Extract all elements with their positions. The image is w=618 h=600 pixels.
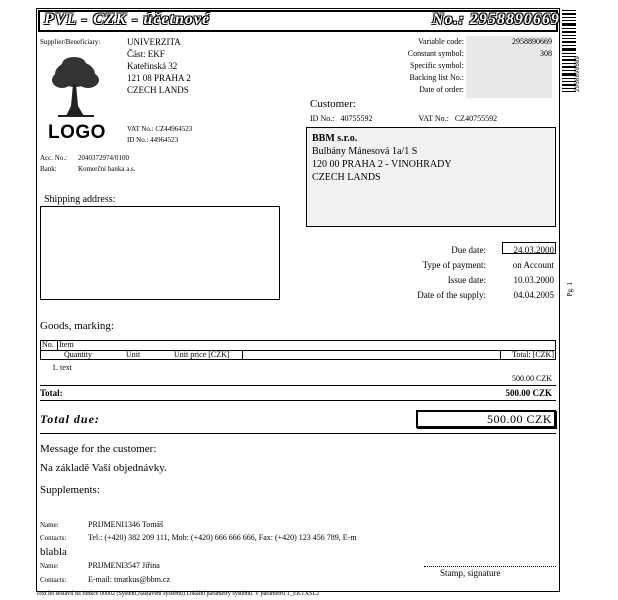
customer-line: 120 00 PRAHA 2 - VINOHRADY xyxy=(312,159,452,170)
info-label: Backing list No.: xyxy=(409,73,464,82)
supplier-label: Supplier/Beneficiary: xyxy=(40,38,101,46)
contact-name: PRIJMENI1346 Tomáš xyxy=(88,520,164,529)
message-text: Na základě Vaší objednávky. xyxy=(40,462,167,474)
total-due-value: 500.00 CZK xyxy=(487,412,552,426)
total-label: Total: xyxy=(40,388,63,398)
divider xyxy=(40,385,556,386)
date-label: Due date: xyxy=(451,245,486,255)
total-value: 500.00 CZK xyxy=(505,388,552,398)
customer-vat-value: CZ40755592 xyxy=(454,114,498,123)
goods-row-label: 1. text xyxy=(52,363,72,372)
table-divider xyxy=(57,340,58,350)
barcode-number: 2958890669 xyxy=(574,55,581,92)
stamp-signature-label: Stamp, signature xyxy=(440,568,501,578)
info-label: Variable code: xyxy=(418,37,464,46)
acc-label: Acc. No.: xyxy=(40,154,68,162)
goods-title: Goods, marking: xyxy=(40,320,114,332)
info-value: 308 xyxy=(540,49,552,58)
column-header-no: No. xyxy=(42,340,54,349)
contact-name-label: Name: xyxy=(40,562,59,570)
column-header-total: Total: [CZK] xyxy=(512,350,554,359)
date-label: Date of the supply: xyxy=(417,290,486,300)
supplier-tax-ids xyxy=(127,124,192,146)
date-label: Issue date: xyxy=(447,275,486,285)
customer-line: BBM s.r.o. xyxy=(312,133,358,144)
divider xyxy=(40,400,556,401)
total-due-label: Total due: xyxy=(40,412,100,426)
bank-label: Bank: xyxy=(40,165,57,173)
date-value: 04.04.2005 xyxy=(513,290,554,300)
company-logo-text: LOGO xyxy=(48,122,106,143)
dates-labels xyxy=(380,243,486,303)
signature-line xyxy=(424,566,556,567)
contact-details-label: Contacts: xyxy=(40,534,67,542)
supplier-line: UNIVERZITA xyxy=(127,37,181,47)
info-label: Specific symbol: xyxy=(410,61,464,70)
column-header-unit: Unit xyxy=(126,350,141,359)
column-header-unit-price: Unit price [CZK] xyxy=(174,350,230,359)
info-value xyxy=(468,60,552,72)
info-labels xyxy=(388,36,464,96)
date-label: Type of payment: xyxy=(422,260,486,270)
contact-name: PRIJMENI3547 Jiřina xyxy=(88,561,160,570)
footer-note: Text ho sestavil na funkce 00002 (System,Nastavení systému) Lokální parametry systému. V parametru T_EKTXSL2 xyxy=(36,591,320,597)
date-value: on Account xyxy=(512,260,554,270)
contact-name-label: Name: xyxy=(40,521,59,529)
info-values xyxy=(468,36,552,96)
customer-id-label: ID No.: xyxy=(310,114,335,123)
info-value: 2958890669 xyxy=(512,37,552,46)
document-type-title: PVL - CZK - účetnové xyxy=(44,11,211,28)
info-label: Constant symbol: xyxy=(407,49,464,58)
info-value xyxy=(468,72,552,84)
divider xyxy=(40,433,556,434)
customer-id-value: 40755592 xyxy=(340,114,373,123)
customer-vat-label: VAT No.: xyxy=(418,114,449,123)
customer-ids xyxy=(310,114,556,123)
invoice-number-title: No.: 2958890669 xyxy=(432,11,560,28)
dates-values xyxy=(498,243,554,303)
supplier-vat: VAT No.: CZ44964523 xyxy=(127,125,193,133)
page-marker: Pg. 1 xyxy=(566,282,574,297)
supplier-id: ID No.: 44964523 xyxy=(127,136,179,144)
info-value xyxy=(468,84,552,96)
supplier-line: CZECH LANDS xyxy=(127,85,189,95)
goods-row-amount: 500.00 CZK xyxy=(512,374,552,383)
bank-value: Komerční banka a.s. xyxy=(78,165,136,173)
note-text: blabla xyxy=(40,546,67,558)
date-value: 24.03.2000 xyxy=(513,245,554,255)
acc-value: 2040372974/0100 xyxy=(78,154,129,162)
shipping-address-box xyxy=(40,206,280,300)
customer-line: CZECH LANDS xyxy=(312,172,381,183)
customer-title: Customer: xyxy=(310,98,356,110)
contact-details: E-mail: tmatkus@bbm.cz xyxy=(88,575,171,584)
supplier-line: Část: EKF xyxy=(127,49,165,59)
column-header-item: Item xyxy=(59,340,74,349)
tree-logo-icon xyxy=(50,56,100,118)
contact-details-label: Contacts: xyxy=(40,576,67,584)
shipping-label: Shipping address: xyxy=(44,194,116,205)
contact-details: Tel.: (+420) 382 209 111, Mob: (+420) 666 666 666, Fax: (+420) 123 456 789, E-m xyxy=(88,533,357,542)
date-value: 10.03.2000 xyxy=(513,275,554,285)
message-title: Message for the customer: xyxy=(40,443,157,455)
supplier-line: 121 08 PRAHA 2 xyxy=(127,73,191,83)
supplier-address xyxy=(127,36,191,96)
info-label: Date of order: xyxy=(419,85,464,94)
customer-line: Bulbány Mánesová 1a/1 S xyxy=(312,146,418,157)
column-header-quantity: Quantity xyxy=(64,350,92,359)
customer-address xyxy=(312,132,452,184)
supplier-line: Kateřinská 32 xyxy=(127,61,178,71)
supplier-bank-info xyxy=(40,153,136,175)
supplements-label: Supplements: xyxy=(40,484,100,496)
